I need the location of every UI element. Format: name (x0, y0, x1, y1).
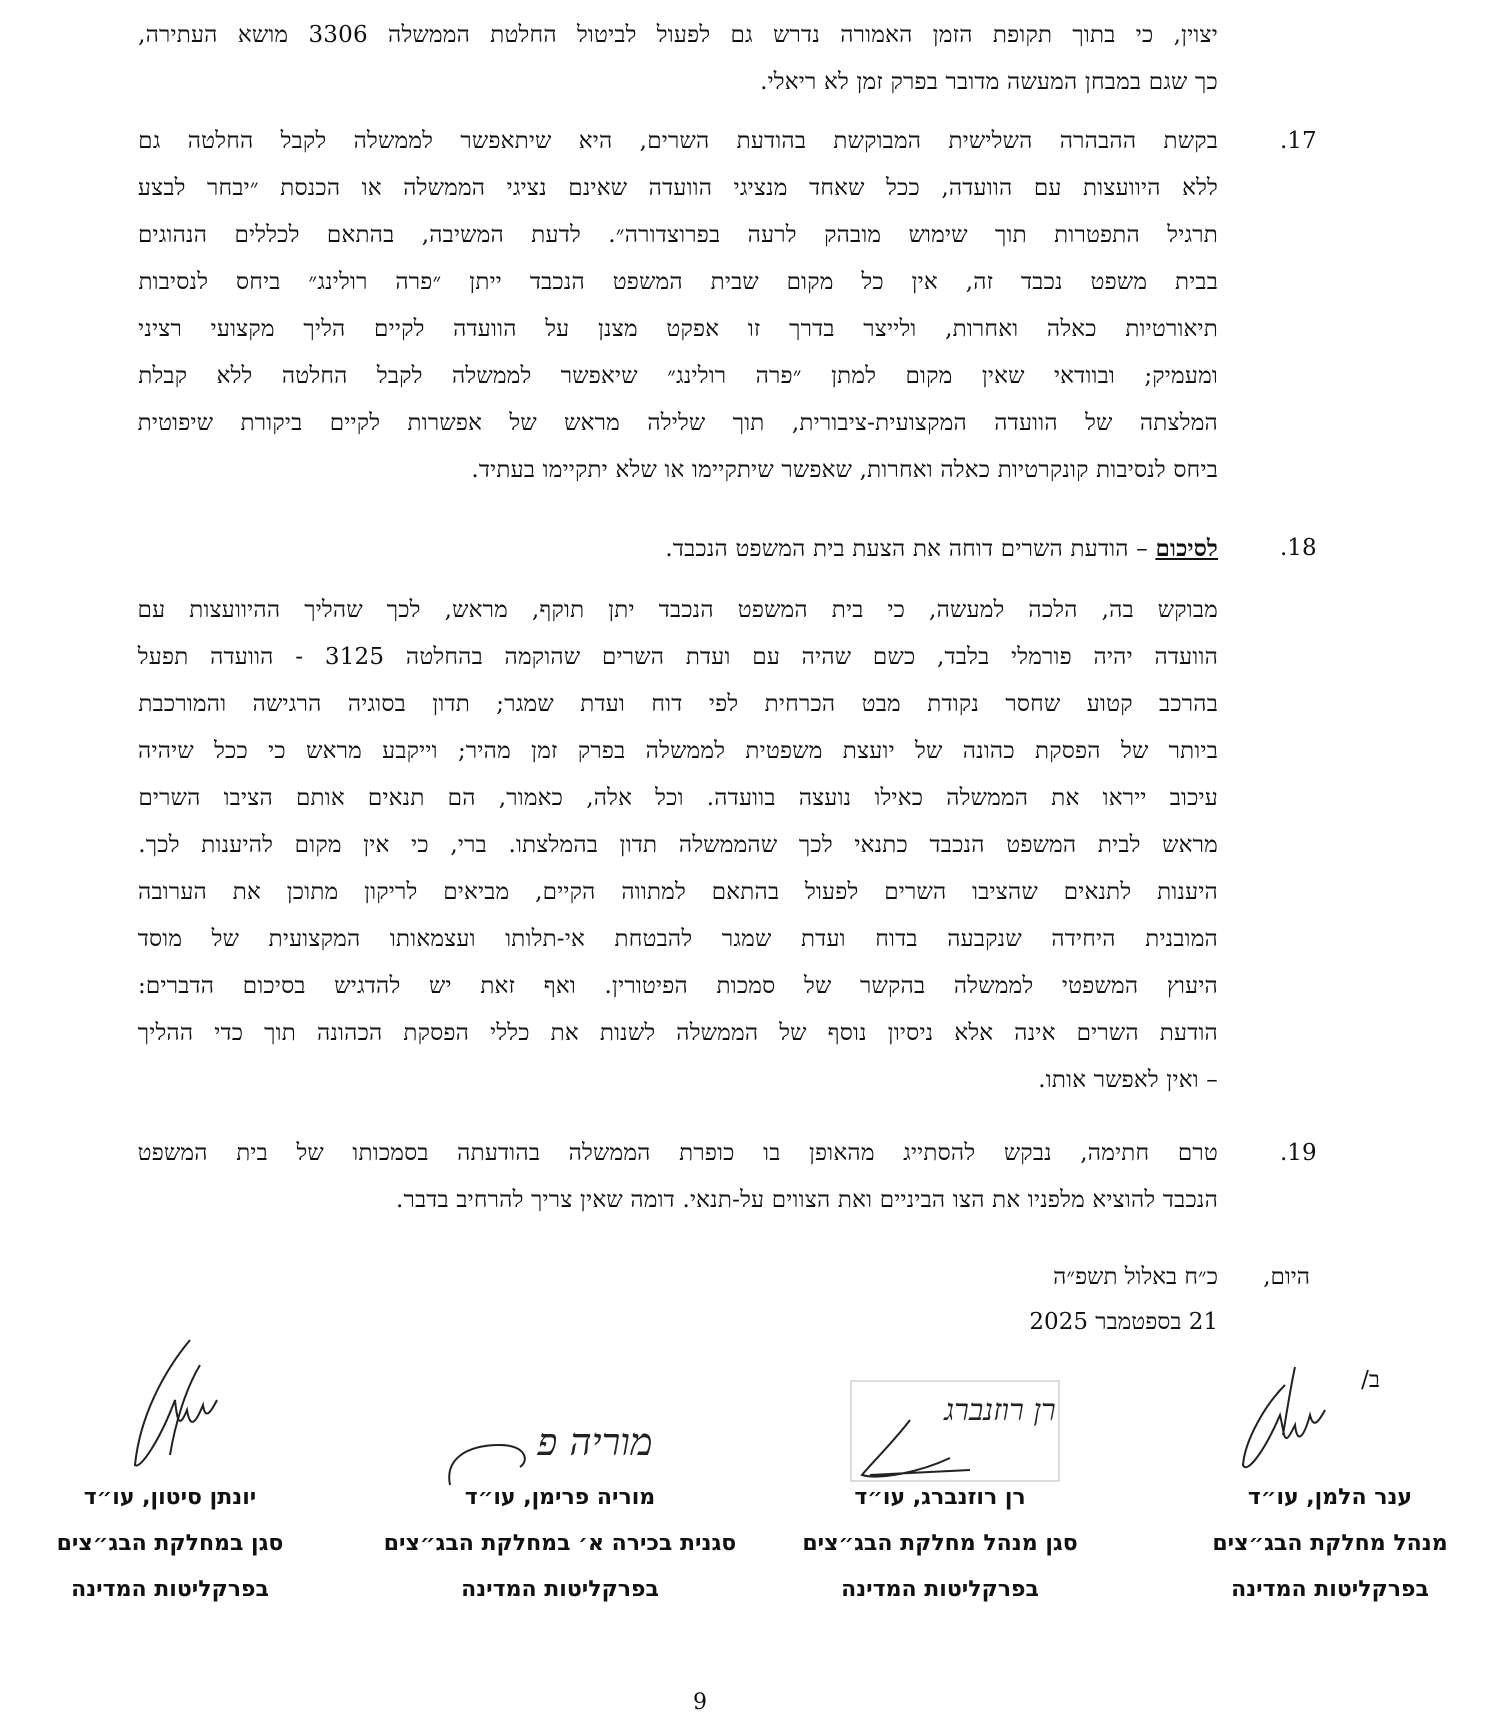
paragraph-line: ללא היוועצות עם הוועדה, ככל שאחד מנציגי הוועדה שאינם נציגי הממשלה או הכנסת ״יבחר לבצע (137, 175, 1218, 201)
signatory-name: יונתן סיטון, עו״ד (83, 1485, 257, 1510)
signatory-name: מוריה פרימן, עו״ד (464, 1485, 656, 1510)
paragraph-line: תיאורטיות כאלה ואחרות, ולייצר בדרך זו אפקט מצנן על הוועדה לקיים הליך מקצועי רציני (138, 316, 1218, 342)
paragraph-19 (138, 1130, 1218, 1224)
signatory-office: בפרקליטות המדינה (841, 1577, 1039, 1602)
signatory-name: רן רוזנברג, עו״ד (854, 1485, 1026, 1510)
paragraph-18-number: .18 (1280, 535, 1317, 561)
signatory-office: בפרקליטות המדינה (461, 1577, 659, 1602)
hebrew-date: כ״ח באלול תשפ״ה (1053, 1264, 1218, 1290)
summary-heading-rest: – הודעת השרים דוחה את הצעת בית המשפט הנכבד. (665, 536, 1156, 562)
signatory-name: ענר הלמן, עו״ד (1247, 1485, 1413, 1510)
paragraph-line: בקשת ההבהרה השלישית המבוקשת בהודעת השרים, היא שיתאפשר לממשלה לקבל החלטה גם (138, 128, 1218, 154)
signature-siton-icon (105, 1330, 235, 1480)
signature-rosenberg-text: רן רוזנברג (944, 1393, 1056, 1428)
paragraph-line: מראש לבית המשפט הנכבד כתנאי לכך שהממשלה תדון בהמלצתו. ברי, כי אין מקום להיענות לכך. (138, 832, 1218, 858)
paragraph-line: טרם חתימה, נבקש להסתייג מהאופן בו כופרת הממשלה בהודעתה בסמכותו של בית המשפט (137, 1140, 1218, 1166)
signatory-title: סגן במחלקת הבג״צים (56, 1531, 284, 1556)
paragraph-line: כך שגם במבחן המעשה מדובר בפרק זמן לא ריאלי. (760, 69, 1218, 95)
signatory-office: בפרקליטות המדינה (71, 1577, 269, 1602)
gregorian-date: 21 בספטמבר 2025 (1029, 1309, 1218, 1335)
signature-helman-icon (1225, 1355, 1335, 1480)
paragraph-line: בהרכב קטוע שחסר נקודת מבט הכרחית לפי דוח ועדת שמגר; תדון בסוגיה הרגישה והמורכבת (138, 691, 1218, 717)
paragraph-18-body (138, 587, 1218, 1104)
summary-heading: לסיכום (1155, 535, 1218, 562)
paragraph-line: היענות לתנאים שהציבו השרים לפעול בהתאם למתווה הקיים, מביאים לריקון מתוכן את הערובה (138, 879, 1218, 905)
signatory-block (1160, 1475, 1500, 1613)
signatory-title: מנהל מחלקת הבג״צים (1212, 1531, 1448, 1556)
paragraph-line: בבית משפט נכבד זה, אין כל מקום שבית המשפט הנכבד ייתן ״פרה רולינג״ ביחס לנסיבות (138, 269, 1218, 295)
paragraph-line: יצוין, כי בתוך תקופת הזמן האמורה נדרש גם לפעול לביטול החלטת הממשלה 3306 מושא העתירה, (138, 22, 1218, 48)
paragraph-line (138, 525, 1218, 573)
page-number: 9 (693, 1690, 707, 1715)
signatory-block (770, 1475, 1110, 1613)
signatory-office: בפרקליטות המדינה (1231, 1577, 1429, 1602)
paragraph-line: עיכוב ייראו את הממשלה כאילו נועצה בוועדה. וכל אלה, כאמור, הם תנאים אותם הציבו השרים (138, 785, 1218, 811)
date-label: היום, (1263, 1264, 1310, 1290)
signatory-block (0, 1475, 340, 1613)
paragraph-16-tail (138, 12, 1218, 106)
paragraph-line: ביחס לנסיבות קונקרטיות כאלה ואחרות, שאפשר שיתקיימו או שלא יתקיימו בעתיד. (471, 457, 1218, 483)
b-mark: ב/ (1361, 1367, 1380, 1393)
paragraph-line: ביותר של הפסקת כהונה של יועצת משפטית לממשלה בפרק זמן מהיר; וייקבע מראש כי ככל שיהיה (138, 738, 1218, 764)
paragraph-line: מבוקש בה, הלכה למעשה, כי בית המשפט הנכבד יתן תוקף, מראש, לכך שהליך ההיוועצות עם (137, 597, 1218, 623)
signatory-title: סגן מנהל מחלקת הבג״צים (802, 1531, 1078, 1556)
paragraph-line: הנכבד להוציא מלפניו את הצו הביניים ואת הצווים על-תנאי. דומה שאין צריך להרחיב בדבר. (395, 1187, 1218, 1213)
paragraph-line: המובנית היחידה שנקבעה בדוח ועדת שמגר להבטחת אי-תלותו ועצמאותו המקצועית של מוסד (137, 926, 1218, 952)
paragraph-17 (138, 118, 1218, 494)
paragraph-line: ומעמיק; ובוודאי שאין מקום למתן ״פרה רולינג״ שיאפשר לממשלה לקבל החלטה ללא קבלת (138, 363, 1218, 389)
paragraph-19-number: .19 (1280, 1140, 1317, 1166)
signature-rosenberg-icon (850, 1380, 1060, 1490)
signatory-title: סגנית בכירה א׳ במחלקת הבג״צים (383, 1531, 737, 1556)
signature-friman-text: מוריה פ (537, 1420, 653, 1464)
signatory-block (360, 1475, 760, 1613)
paragraph-17-number: .17 (1280, 128, 1317, 154)
paragraph-line: – ואין לאפשר אותו. (1038, 1067, 1218, 1093)
paragraph-line: היעוץ המשפטי לממשלה בהקשר של סמכות הפיטורין. ואף זאת יש להדגיש בסיכום הדברים: (137, 973, 1218, 999)
paragraph-line: המלצתה של הוועדה המקצועית-ציבורית, תוך שלילה מראש של אפשרות לקיים ביקורת שיפוטית (137, 410, 1218, 436)
paragraph-18-heading (138, 525, 1218, 573)
paragraph-line: תרגיל התפטרות תוך שימוש מובהק לרעה בפרוצדורה״. לדעת המשיבה, בהתאם לכללים הנהוגים (137, 222, 1218, 248)
paragraph-line: הודעת השרים אינה אלא ניסיון נוסף של הממשלה לשנות את כללי הפסקת הכהונה תוך כדי ההליך (137, 1020, 1218, 1046)
paragraph-line: הוועדה יהיה פורמלי בלבד, כשם שהיה עם ועדת השרים שהוקמה בהחלטה 3125 - הוועדה תפעל (137, 644, 1218, 670)
